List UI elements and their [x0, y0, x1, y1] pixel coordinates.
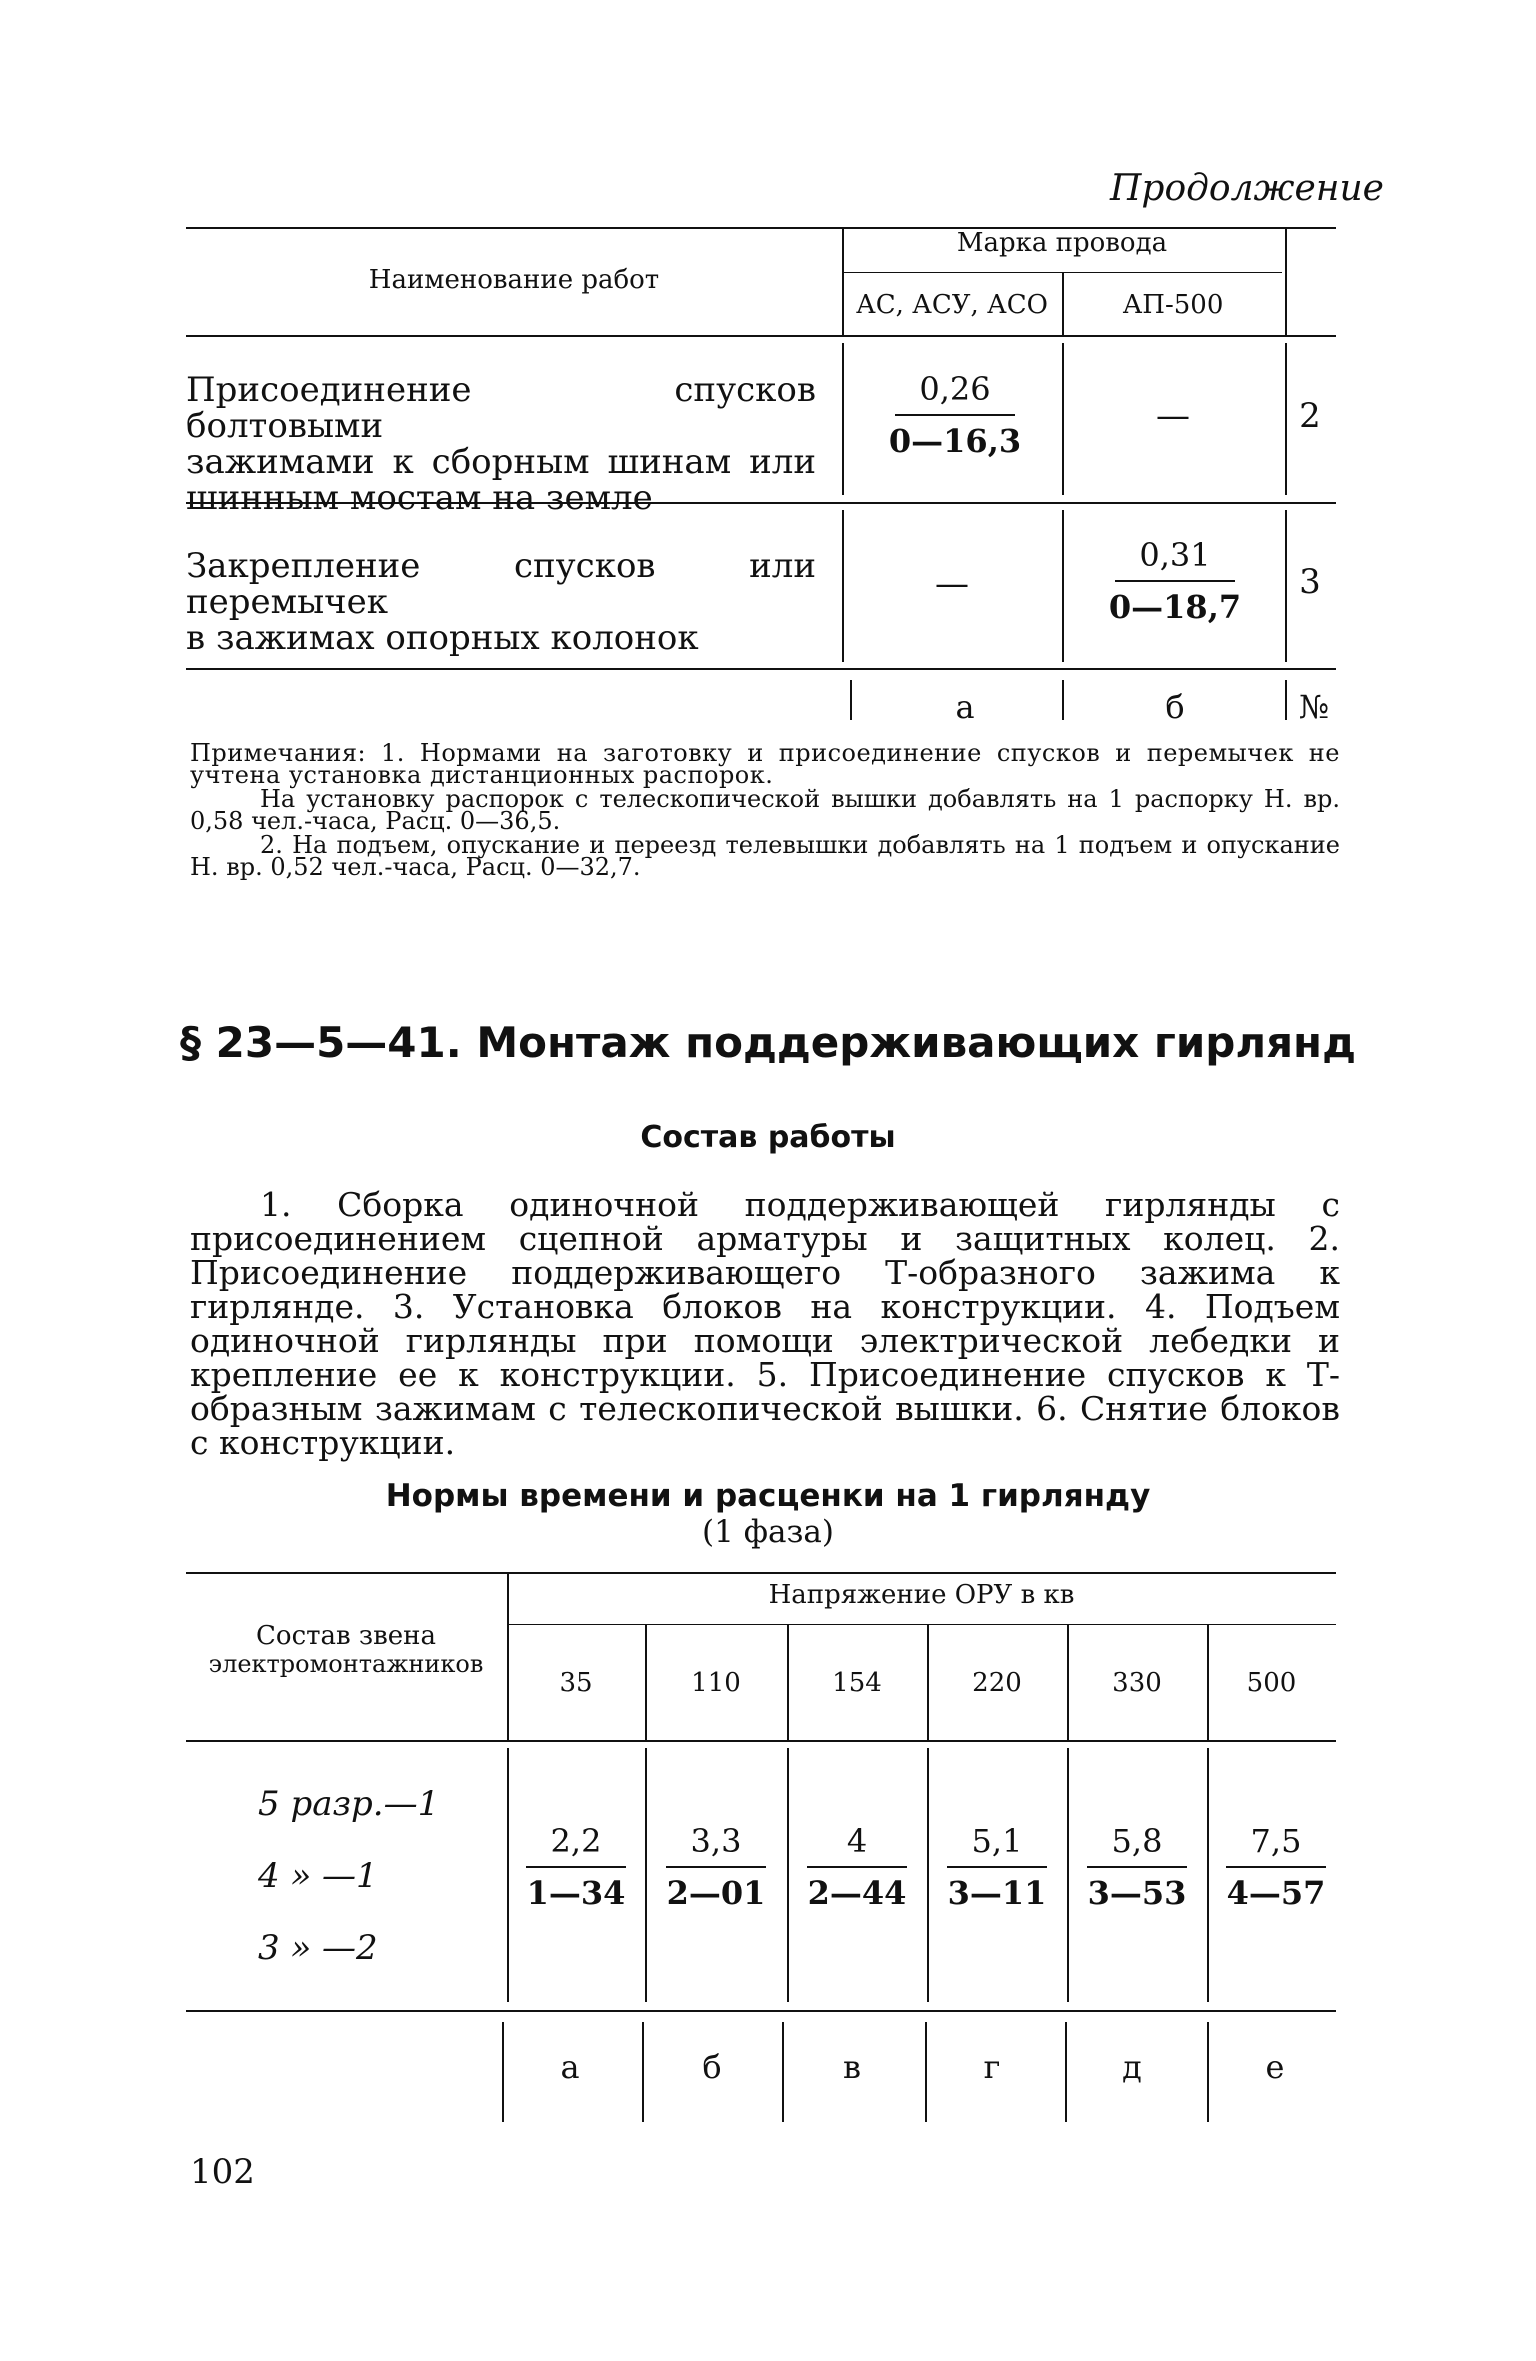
table1-letter-b: б	[1165, 688, 1185, 726]
page-number: 102	[190, 2152, 255, 2192]
voltage-154: 154	[832, 1668, 882, 1698]
value-154	[797, 1822, 917, 1912]
value-500	[1217, 1822, 1335, 1912]
table2-vrule	[642, 2022, 644, 2122]
note-2: На установку распорок с телескопической вышки добавлять на 1 распорку Н. вр. 0,58 чел.-часа, Расц. 0—36,5.	[190, 785, 1340, 835]
letter-d: д	[1122, 2048, 1142, 2086]
row1-b-dash: —	[1156, 396, 1190, 436]
norm-value: 5,1	[971, 1822, 1023, 1860]
value-35	[517, 1822, 635, 1912]
section-subtitle: Состав работы	[640, 1120, 896, 1155]
voltage-110: 110	[691, 1668, 741, 1698]
table2-vrule	[645, 1748, 647, 2002]
table1-header-rule	[186, 335, 1336, 337]
row1-num: 2	[1299, 396, 1321, 436]
norm-value: 0,26	[919, 370, 991, 408]
table2-bottom-rule	[186, 2010, 1336, 2012]
table1-letter-num: №	[1298, 688, 1330, 726]
price-value: 3—53	[1087, 1874, 1187, 1912]
table1-vrule	[1062, 510, 1064, 662]
voltage-500: 500	[1246, 1668, 1297, 1698]
table2-crew-header	[186, 1622, 506, 1678]
crew-header-line2: электромонтажников	[208, 1650, 484, 1678]
crew-grade-5: 5 разр.—1	[258, 1784, 440, 1824]
table1-group-header: Марка провода	[956, 228, 1168, 258]
table-row	[186, 372, 816, 516]
price-value: 4—57	[1226, 1874, 1326, 1912]
price-value: 2—44	[807, 1874, 907, 1912]
table2-vrule	[787, 1748, 789, 2002]
table2-top-rule	[186, 1572, 1336, 1574]
table2-vrule	[1065, 2022, 1067, 2122]
table1-vrule	[1285, 680, 1287, 720]
price-value: 1—34	[526, 1874, 626, 1912]
table1-vrule	[1062, 680, 1064, 720]
table1-vrule	[1285, 227, 1287, 335]
row1-name-line: шинным мостам на земле	[186, 478, 653, 518]
value-220	[937, 1822, 1057, 1912]
table1-vrule	[842, 343, 844, 495]
note-1: Примечания: 1. Нормами на заготовку и присоединение спусков и перемычек не учтена установка дистанционных распорок.	[190, 739, 1340, 789]
section-title: § 23—5—41. Монтаж поддерживающих гирлянд	[180, 1018, 1356, 1067]
table1-subheader-b: АП-500	[1122, 290, 1224, 320]
table1-letter-a: а	[955, 688, 975, 726]
crew-grade-4: 4 » —1	[258, 1856, 378, 1896]
row2-num: 3	[1299, 562, 1321, 602]
row2-name-line: в зажимах опорных колонок	[186, 618, 699, 658]
letter-b: б	[702, 2048, 722, 2086]
norm-value: 3,3	[690, 1822, 742, 1860]
table1-subheader-a: АС, АСУ, АСО	[856, 290, 1048, 320]
letter-g: г	[983, 2048, 1001, 2086]
crew-grade-3: 3 » —2	[258, 1928, 378, 1968]
table2-title	[0, 1478, 1536, 1550]
row2-a-dash: —	[935, 564, 969, 604]
voltage-330: 330	[1112, 1668, 1162, 1698]
row1-fraction-a	[880, 370, 1030, 460]
norm-value: 2,2	[550, 1822, 602, 1860]
row2-fraction-b	[1100, 536, 1250, 626]
crew-header-line1: Состав звена	[256, 1621, 436, 1651]
table2-vrule	[782, 2022, 784, 2122]
table2-vrule	[1207, 1748, 1209, 2002]
table2-title-line1: Нормы времени и расценки на 1 гирлянду	[385, 1478, 1151, 1514]
table1-vrule	[850, 680, 852, 720]
norm-value: 0,31	[1139, 536, 1211, 574]
table2-vrule	[507, 1748, 509, 2002]
note-3: 2. На подъем, опускание и переезд телевышки добавлять на 1 подъем и опускание Н. вр. 0,52 чел.-часа, Расц. 0—32,7.	[190, 831, 1340, 881]
table2-header-rule	[186, 1740, 1336, 1742]
table2-group-header: Напряжение ОРУ в кв	[768, 1580, 1075, 1610]
row2-name-line: Закрепление спусков или перемычек	[186, 546, 816, 622]
norm-value: 4	[846, 1822, 868, 1860]
voltage-220: 220	[972, 1668, 1022, 1698]
norm-value: 5,8	[1111, 1822, 1163, 1860]
table2-title-line2: (1 фаза)	[702, 1514, 834, 1550]
table2-vrule	[927, 1748, 929, 2002]
price-value: 2—01	[666, 1874, 766, 1912]
letter-a: а	[560, 2048, 580, 2086]
value-110	[655, 1822, 777, 1912]
letter-v: в	[842, 2048, 861, 2086]
section-body: 1. Сборка одиночной поддерживающей гирлянды с присоединением сцепной арматуры и защитных колец. 2. Присоединение поддерживающего Т-образного зажима к гирлянде. 3. Установка блоков на конструкции. 4. Подъем одиночной гирлянды при помощи электрической лебедки и крепление ее к конструкции. 5. Присоединение спусков к Т-образным зажимам с телескопической вышки. 6. Снятие блоков с конструкции.	[190, 1185, 1340, 1462]
norm-value: 7,5	[1250, 1822, 1302, 1860]
letter-e: е	[1265, 2048, 1285, 2086]
row1-name-line: Присоединение спусков болтовыми	[186, 370, 816, 446]
price-value: 3—11	[947, 1874, 1047, 1912]
voltage-35: 35	[559, 1668, 593, 1698]
table2-vrule	[925, 2022, 927, 2122]
table2-vrule	[1207, 2022, 1209, 2122]
table-row	[186, 548, 816, 656]
table2-group-rule	[507, 1624, 1336, 1625]
table1-bottom-rule	[186, 668, 1336, 670]
price-value: 0—18,7	[1108, 588, 1242, 626]
price-value: 0—16,3	[888, 422, 1022, 460]
table2-vrule	[502, 2022, 504, 2122]
table1-col-name-header: Наименование работ	[368, 265, 660, 295]
value-330	[1077, 1822, 1197, 1912]
continuation-label: Продолжение	[1110, 168, 1384, 209]
row1-name-line: зажимами к сборным шинам или	[186, 442, 816, 482]
notes-block	[190, 739, 1340, 881]
table2-vrule	[1067, 1748, 1069, 2002]
